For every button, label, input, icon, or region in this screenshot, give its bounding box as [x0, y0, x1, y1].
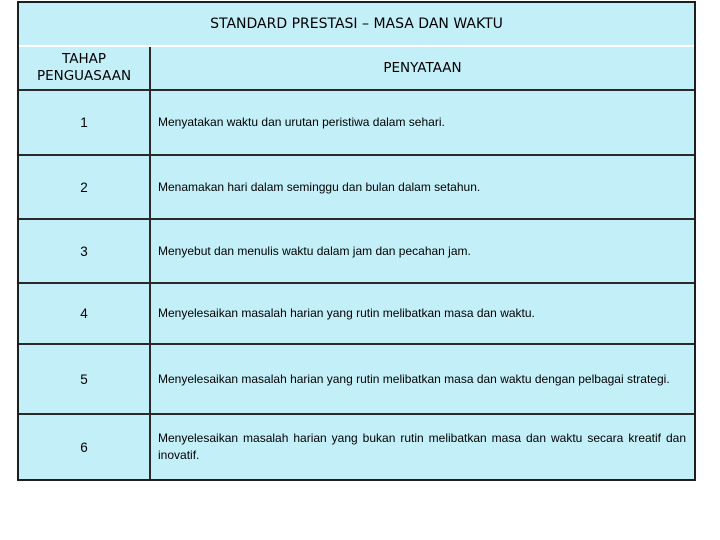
row-divider — [19, 89, 694, 91]
level-cell: 3 — [19, 220, 149, 282]
statement-cell — [151, 91, 694, 154]
header-statement: PENYATAAN — [151, 47, 694, 89]
statement-cell — [151, 415, 694, 479]
statement-text: Menyelesaikan masalah harian yang bukan rutin melibatkan masa dan waktu secara kreatif dan inovatif. — [158, 431, 686, 462]
statement-text: Menyelesaikan masalah harian yang rutin melibatkan masa dan waktu dengan pelbagai strategi. — [158, 371, 670, 386]
table-row — [19, 220, 694, 282]
level-cell: 1 — [19, 91, 149, 154]
header-level: TAHAP PENGUASAAN — [19, 47, 149, 89]
statement-cell — [151, 156, 694, 218]
level-cell: 2 — [19, 156, 149, 218]
statement-cell — [151, 345, 694, 413]
statement-text: Menamakan hari dalam seminggu dan bulan dalam setahun. — [158, 179, 481, 194]
standard-table — [17, 1, 696, 481]
level-cell: 5 — [19, 345, 149, 413]
table-row — [19, 284, 694, 343]
table-row — [19, 156, 694, 218]
statement-text: Menyelesaikan masalah harian yang rutin melibatkan masa dan waktu. — [158, 306, 535, 320]
row-divider — [19, 218, 694, 220]
table-title: STANDARD PRESTASI – MASA DAN WAKTU — [19, 3, 694, 47]
row-divider — [19, 413, 694, 415]
table-row — [19, 91, 694, 154]
level-cell: 6 — [19, 415, 149, 479]
row-divider — [19, 154, 694, 156]
row-divider — [19, 343, 694, 345]
level-cell: 4 — [19, 284, 149, 343]
statement-cell — [151, 220, 694, 282]
row-divider — [19, 282, 694, 284]
table-row — [19, 415, 694, 479]
statement-text: Menyatakan waktu dan urutan peristiwa dalam sehari. — [158, 115, 445, 129]
statement-text: Menyebut dan menulis waktu dalam jam dan pecahan jam. — [158, 243, 471, 258]
statement-cell — [151, 284, 694, 343]
table-row — [19, 345, 694, 413]
